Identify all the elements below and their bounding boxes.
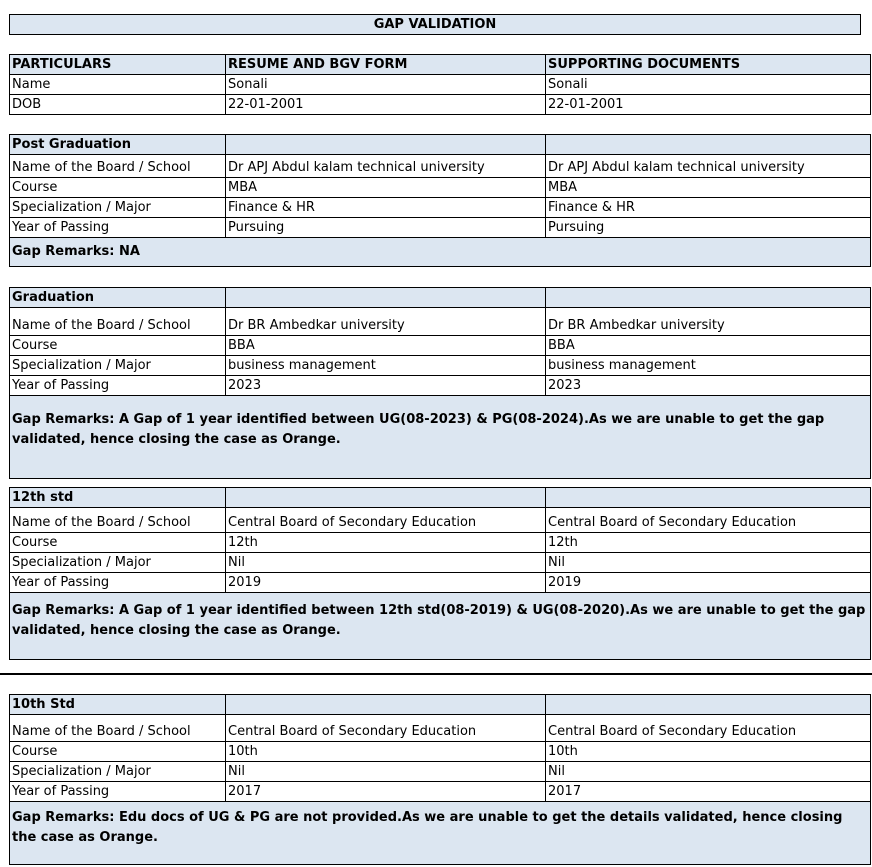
docs-value: 2017 — [546, 782, 871, 802]
docs-value: 12th — [546, 533, 871, 553]
remarks-row — [10, 593, 871, 660]
docs-value: Nil — [546, 553, 871, 573]
resume-value: Pursuing — [226, 218, 546, 238]
gap-remarks: Gap Remarks: NA — [10, 238, 871, 267]
row-label: Course — [10, 533, 226, 553]
table-row — [10, 782, 871, 802]
resume-value: Dr BR Ambedkar university — [226, 308, 546, 336]
docs-value: MBA — [546, 178, 871, 198]
resume-value: Central Board of Secondary Education — [226, 508, 546, 533]
table-row — [10, 155, 871, 178]
resume-value: Sonali — [226, 75, 546, 95]
header-row — [10, 55, 871, 75]
remarks-row — [10, 238, 871, 267]
section-heading-row — [10, 488, 871, 508]
docs-value: 10th — [546, 742, 871, 762]
row-label: Course — [10, 178, 226, 198]
resume-header: RESUME AND BGV FORM — [226, 55, 546, 75]
table-row — [10, 218, 871, 238]
row-label: Name of the Board / School — [10, 508, 226, 533]
ug-table — [9, 287, 871, 479]
docs-value: Central Board of Secondary Education — [546, 508, 871, 533]
section-heading: Post Graduation — [10, 135, 226, 155]
resume-value: 2017 — [226, 782, 546, 802]
resume-value: Nil — [226, 762, 546, 782]
gap-remarks: Gap Remarks: Edu docs of UG & PG are not provided.As we are unable to get the details validated, hence closing the case as Orange. — [10, 802, 871, 865]
resume-value: Nil — [226, 553, 546, 573]
table-row — [10, 336, 871, 356]
table-row — [10, 75, 871, 95]
resume-value: 2019 — [226, 573, 546, 593]
std10-table — [9, 694, 871, 865]
table-row — [10, 742, 871, 762]
row-label: Year of Passing — [10, 218, 226, 238]
docs-value: business management — [546, 356, 871, 376]
row-label: DOB — [10, 95, 226, 115]
docs-value: Finance & HR — [546, 198, 871, 218]
gap-remarks: Gap Remarks: A Gap of 1 year identified between UG(08-2023) & PG(08-2024).As we are unable to get the gap validated, hence closing the case as Orange. — [10, 396, 871, 479]
docs-value: Pursuing — [546, 218, 871, 238]
row-label: Specialization / Major — [10, 762, 226, 782]
section-heading-row — [10, 288, 871, 308]
table-row — [10, 198, 871, 218]
resume-value: MBA — [226, 178, 546, 198]
row-label: Name of the Board / School — [10, 155, 226, 178]
row-label: Year of Passing — [10, 376, 226, 396]
pg-table — [9, 134, 871, 267]
table-row — [10, 356, 871, 376]
row-label: Course — [10, 742, 226, 762]
resume-value: Central Board of Secondary Education — [226, 715, 546, 742]
docs-value: Central Board of Secondary Education — [546, 715, 871, 742]
table-row — [10, 376, 871, 396]
resume-value: 12th — [226, 533, 546, 553]
table-row — [10, 533, 871, 553]
docs-value: 22-01-2001 — [546, 95, 871, 115]
section-heading: Graduation — [10, 288, 226, 308]
gap-remarks: Gap Remarks: A Gap of 1 year identified between 12th std(08-2019) & UG(08-2020).As we are unable to get the gap validated, hence closing the case as Orange. — [10, 593, 871, 660]
row-label: Specialization / Major — [10, 356, 226, 376]
table-row — [10, 178, 871, 198]
docs-value: 2023 — [546, 376, 871, 396]
resume-value: business management — [226, 356, 546, 376]
section-heading: 10th Std — [10, 695, 226, 715]
remarks-row — [10, 396, 871, 479]
page-title: GAP VALIDATION — [9, 14, 861, 35]
docs-value: 2019 — [546, 573, 871, 593]
resume-value: 22-01-2001 — [226, 95, 546, 115]
docs-value: Dr APJ Abdul kalam technical university — [546, 155, 871, 178]
std12-table — [9, 487, 871, 660]
table-row — [10, 308, 871, 336]
resume-value: BBA — [226, 336, 546, 356]
docs-value: BBA — [546, 336, 871, 356]
table-row — [10, 762, 871, 782]
row-label: Specialization / Major — [10, 553, 226, 573]
row-label: Name of the Board / School — [10, 715, 226, 742]
row-label: Year of Passing — [10, 782, 226, 802]
docs-value: Dr BR Ambedkar university — [546, 308, 871, 336]
row-label: Name of the Board / School — [10, 308, 226, 336]
table-row — [10, 95, 871, 115]
row-label: Year of Passing — [10, 573, 226, 593]
resume-value: Finance & HR — [226, 198, 546, 218]
table-row — [10, 715, 871, 742]
remarks-row — [10, 802, 871, 865]
section-heading-row — [10, 135, 871, 155]
section-heading: 12th std — [10, 488, 226, 508]
divider-line — [0, 673, 872, 675]
particulars-header: PARTICULARS — [10, 55, 226, 75]
resume-value: Dr APJ Abdul kalam technical university — [226, 155, 546, 178]
docs-value: Sonali — [546, 75, 871, 95]
table-row — [10, 508, 871, 533]
personal-table — [9, 54, 871, 115]
row-label: Specialization / Major — [10, 198, 226, 218]
row-label: Name — [10, 75, 226, 95]
docs-value: Nil — [546, 762, 871, 782]
table-row — [10, 573, 871, 593]
table-row — [10, 553, 871, 573]
section-heading-row — [10, 695, 871, 715]
resume-value: 10th — [226, 742, 546, 762]
row-label: Course — [10, 336, 226, 356]
supporting-header: SUPPORTING DOCUMENTS — [546, 55, 871, 75]
resume-value: 2023 — [226, 376, 546, 396]
